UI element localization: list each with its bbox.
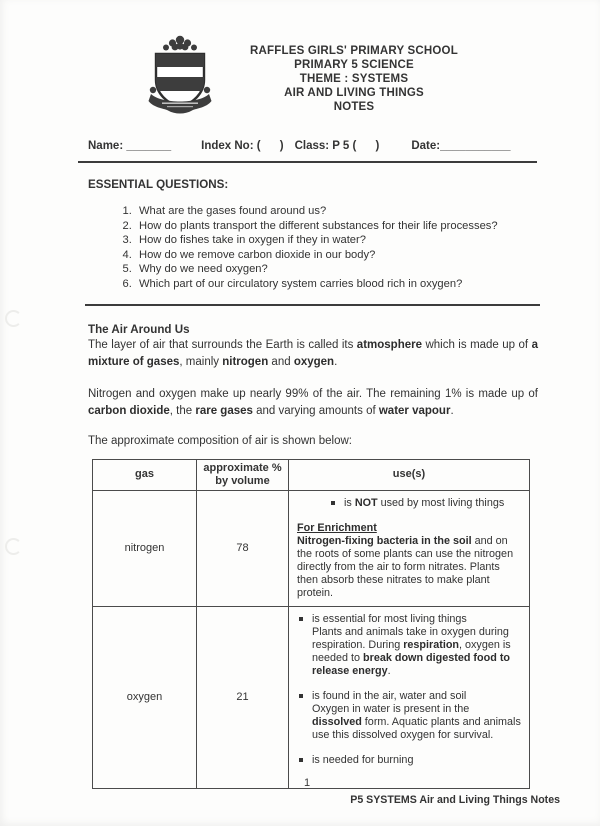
paragraph: The approximate composition of air is shown below: [88, 435, 352, 448]
question-item: 5. Why do we need oxygen? [135, 262, 550, 277]
table-row-nitrogen [93, 490, 530, 606]
percent-cell: 21 [197, 606, 289, 788]
date-label: Date: [411, 140, 441, 152]
name-blank: _______ [126, 140, 172, 152]
paragraph: Nitrogen and oxygen make up nearly 99% of the air. The remaining 1% is made up of carbon dioxide, the rare gases and varying amounts of water vapour. [88, 388, 538, 417]
doc-type-line: NOTES [333, 101, 375, 113]
subject-line: PRIMARY 5 SCIENCE [294, 59, 414, 71]
document-header [0, 0, 600, 123]
section-heading: The Air Around Us [88, 323, 190, 336]
horizontal-rule [78, 161, 537, 163]
table-row-oxygen [93, 606, 530, 788]
punch-hole-mark [5, 310, 22, 327]
index-no-field: Index No: ( ) [201, 140, 284, 152]
date-blank: ___________ [440, 140, 511, 152]
punch-hole-mark [5, 538, 22, 555]
uses-cell [289, 490, 530, 606]
bullet-item [297, 690, 521, 742]
page-number: 1 [303, 777, 311, 789]
gas-cell: oxygen [93, 606, 197, 788]
air-around-us-section [88, 323, 538, 450]
col-header-gas: gas [93, 459, 197, 490]
theme-line: THEME : SYSTEMS [299, 73, 409, 85]
bullet-square-icon [331, 501, 335, 505]
col-header-percent: approximate % by volume [197, 459, 289, 490]
name-field [88, 140, 171, 152]
class-field: Class: P 5 ( ) [294, 140, 380, 152]
bullet-square-icon [299, 694, 303, 698]
paragraph: The layer of air that surrounds the Earth is called its atmosphere which is made up of a mixture of gases, mainly nitrogen and oxygen. [88, 339, 538, 368]
bullet-square-icon [299, 617, 303, 621]
essential-questions-list [88, 204, 550, 291]
name-label: Name: [88, 140, 127, 152]
essential-questions-heading: ESSENTIAL QUESTIONS: [88, 178, 229, 191]
question-item: 3. How do fishes take in oxygen if they in water? [135, 233, 550, 248]
percent-cell: 78 [197, 490, 289, 606]
school-name: RAFFLES GIRLS' PRIMARY SCHOOL [250, 45, 458, 57]
bullet-square-icon [299, 758, 303, 762]
bullet-text: is found in the air, water and soil Oxygen in water is present in the dissolved form. Aquatic plants and animals use this dissolved oxygen for survival. [312, 689, 521, 741]
bullet-item [297, 497, 521, 510]
table-header-row [93, 459, 530, 490]
essential-questions-section [88, 178, 550, 291]
footer-doc-label: P5 SYSTEMS Air and Living Things Notes [350, 794, 560, 806]
school-crest-icon [144, 33, 216, 123]
topic-line: AIR AND LIVING THINGS [284, 87, 424, 99]
student-info-row [88, 140, 600, 152]
bullet-text: is needed for burning [312, 753, 414, 766]
question-item: 1. What are the gases found around us? [135, 204, 550, 219]
enrichment-heading: For Enrichment [297, 521, 377, 534]
date-field [411, 140, 510, 152]
uses-cell [289, 606, 530, 788]
question-item: 4. How do we remove carbon dioxide in our body? [135, 248, 550, 263]
bullet-text: is essential for most living things Plants and animals take in oxygen during respiration. During respiration, oxygen is needed to break down digested food to release energy. [312, 612, 511, 677]
bullet-text: is NOT used by most living things [344, 496, 505, 509]
question-item: 2. How do plants transport the different substances for their life processes? [135, 219, 550, 234]
bullet-item [297, 613, 521, 678]
bullet-item [297, 754, 521, 767]
horizontal-rule [85, 304, 540, 306]
col-header-uses: use(s) [289, 459, 530, 490]
air-composition-table [92, 459, 530, 789]
enrichment-body: Nitrogen-fixing bacteria in the soil and on the roots of some plants can use the nitrogen directly from the air to form nitrates. Plants then absorb these nitrates to make plant protein. [297, 534, 514, 599]
title-block [224, 33, 484, 123]
question-item: 6. Which part of our circulatory system carries blood rich in oxygen? [135, 277, 550, 292]
gas-cell: nitrogen [93, 490, 197, 606]
